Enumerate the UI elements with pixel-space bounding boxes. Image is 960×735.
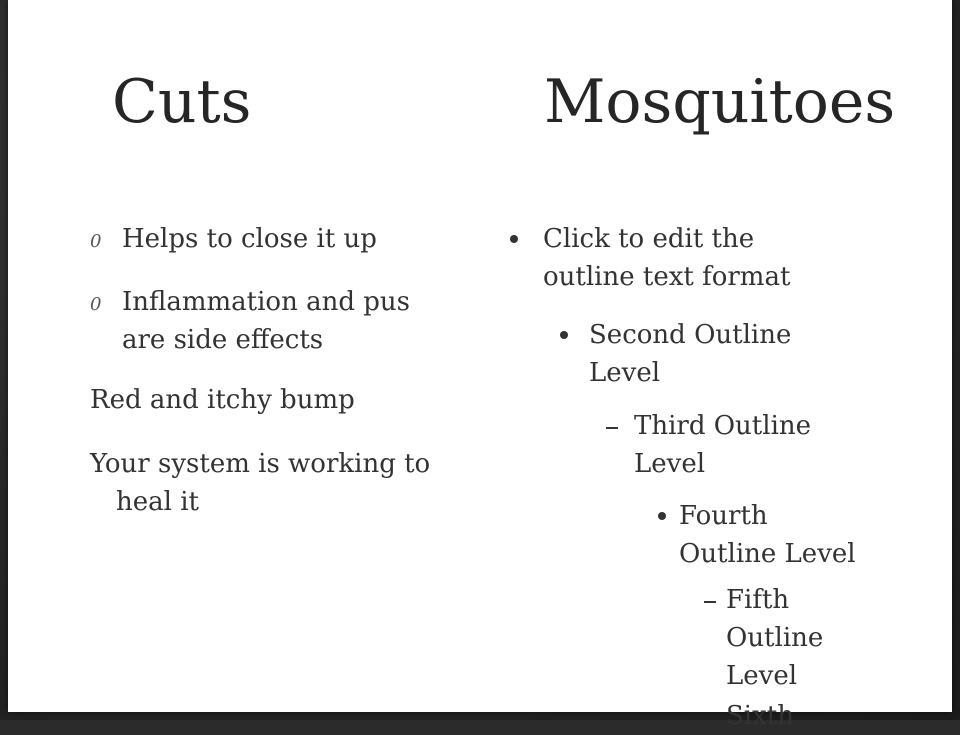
title-cuts: Cuts (112, 67, 252, 137)
item-number: 0 (90, 294, 102, 315)
outline-level-6: Sixth (726, 701, 794, 731)
bullet-icon (510, 235, 518, 243)
item-text: Helps to close it up (122, 224, 377, 254)
item-number: 0 (90, 231, 102, 252)
bullet-icon (560, 331, 568, 339)
outline-level-3: Third Outline Level (606, 407, 836, 483)
outline-level-4: Fourth Outline Level (658, 497, 858, 573)
list-item (90, 283, 450, 359)
outline-level-1: Click to edit the outline text format (510, 220, 850, 296)
item-text: Inflammation and pus are side effects (122, 287, 410, 355)
list-item (90, 220, 450, 258)
outline-level-2: Second Outline Level (560, 316, 830, 392)
plain-text: Red and itchy bump (90, 385, 355, 415)
dash-icon (606, 427, 618, 429)
slide (8, 0, 952, 731)
plain-text: Your system is working to heal it (90, 449, 431, 517)
title-mosquitoes: Mosquitoes (544, 67, 896, 137)
bullet-icon (658, 512, 666, 520)
outline-level-5: Fifth Outline Level (704, 581, 844, 695)
dash-icon (704, 601, 716, 603)
